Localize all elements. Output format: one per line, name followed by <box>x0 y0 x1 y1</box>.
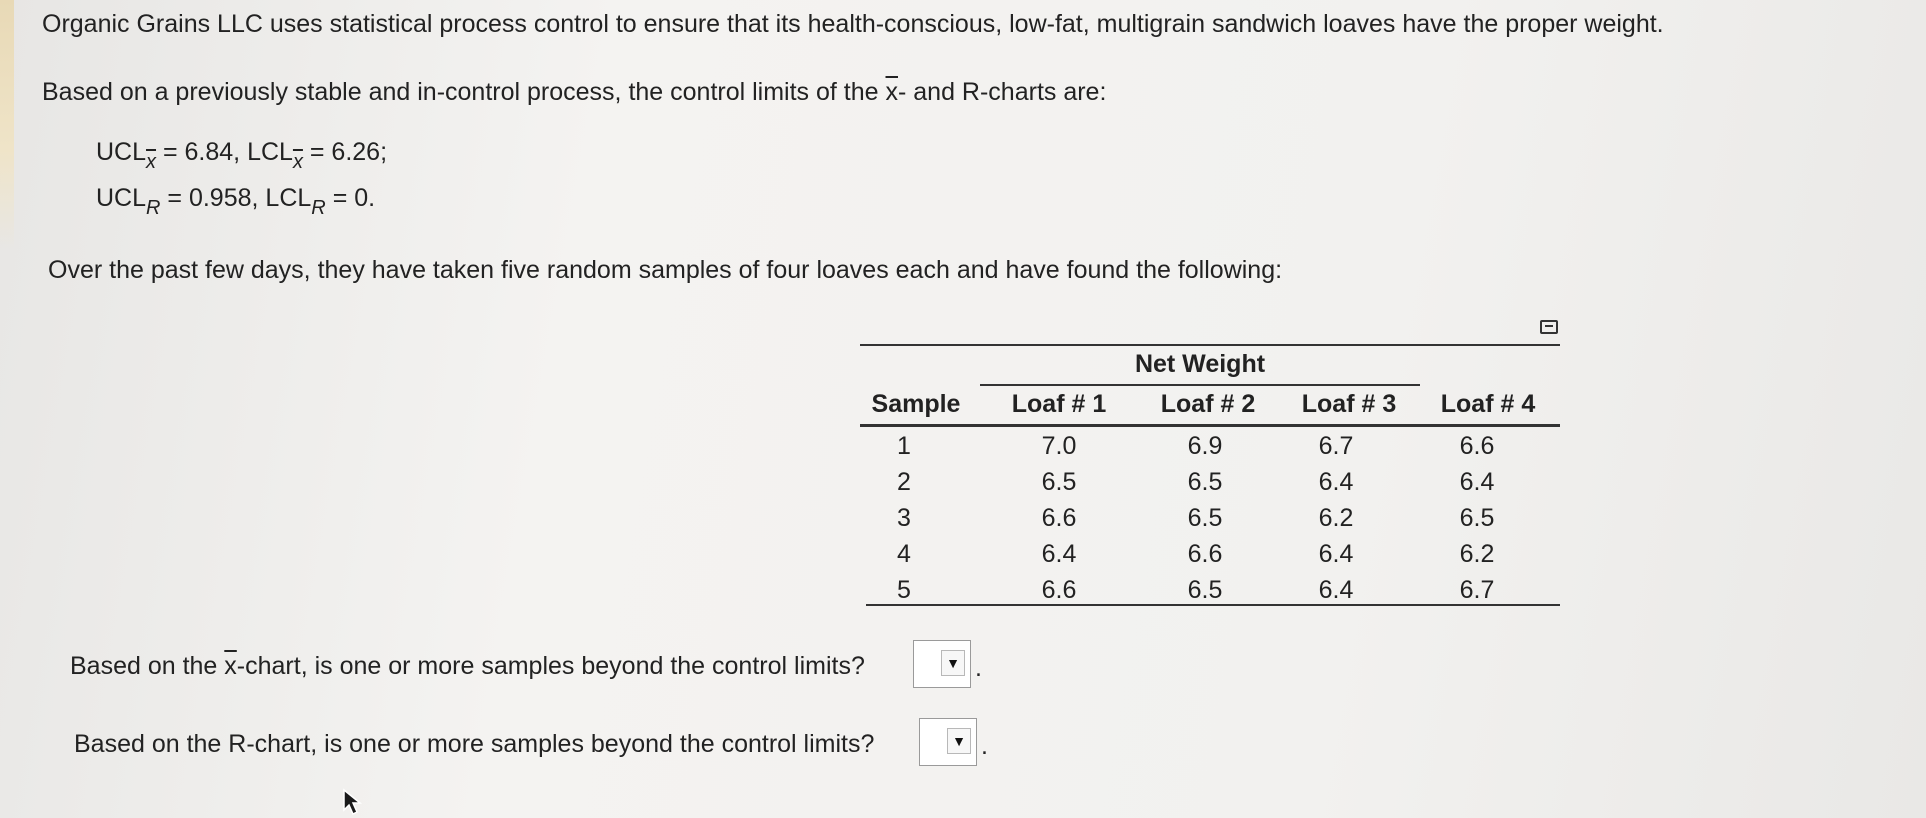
group-header-rule <box>980 384 1420 386</box>
lcl-r-value: = 0. <box>325 184 376 212</box>
q1-period: . <box>975 654 982 682</box>
table-cell: 6.2 <box>1459 540 1495 568</box>
table-cell: 2 <box>897 468 911 496</box>
table-cell: 6.5 <box>1187 576 1223 604</box>
xbar-limits <box>96 138 387 174</box>
table-bottom-rule <box>866 604 1560 606</box>
table-cell: 7.0 <box>1041 432 1077 460</box>
table-cell: 6.2 <box>1318 504 1354 532</box>
ucl-x-subscript: x <box>146 151 157 173</box>
question-r-chart: Based on the R-chart, is one or more samples beyond the control limits? <box>74 730 875 758</box>
header-loaf-3: Loaf # 3 <box>1301 390 1397 418</box>
header-loaf-4: Loaf # 4 <box>1440 390 1536 418</box>
header-loaf-1: Loaf # 1 <box>1011 390 1107 418</box>
chevron-down-icon[interactable]: ▼ <box>947 728 971 754</box>
table-cell: 4 <box>897 540 911 568</box>
lcl-x-value: = 6.26; <box>302 138 388 166</box>
table-cell: 6.6 <box>1459 432 1495 460</box>
table-cell: 6.4 <box>1318 576 1354 604</box>
ucl-r-value: = 0.958, <box>160 184 266 212</box>
table-cell: 3 <box>897 504 911 532</box>
left-accent-strip <box>0 0 14 250</box>
table-cell: 6.9 <box>1187 432 1223 460</box>
q1-pre: Based on the <box>70 652 225 680</box>
question-xbar-chart <box>70 652 865 681</box>
lcl-x-label: LCL <box>247 138 293 166</box>
intro-line-2-post: - and R-charts are: <box>898 78 1107 106</box>
table-cell: 6.5 <box>1187 468 1223 496</box>
table-top-rule <box>860 344 1560 346</box>
xbar-answer-dropdown[interactable] <box>913 640 971 688</box>
q1-xbar-symbol: $\overline{x}$ <box>224 652 237 680</box>
expand-table-icon[interactable] <box>1540 320 1558 334</box>
intro-line-1: Organic Grains LLC uses statistical process control to ensure that its health-conscious, low-fat, multigrain sandwich loaves have the proper weight. <box>42 10 1664 38</box>
table-cell: 6.5 <box>1459 504 1495 532</box>
mouse-pointer-icon <box>342 788 368 816</box>
chevron-down-icon[interactable]: ▼ <box>941 650 965 676</box>
table-cell: 6.4 <box>1318 468 1354 496</box>
net-weight-header: Net Weight <box>1134 350 1266 378</box>
lcl-r-subscript: R <box>311 197 326 219</box>
intro-line-2 <box>42 78 1106 107</box>
table-cell: 1 <box>897 432 911 460</box>
ucl-r-subscript: R <box>146 197 161 219</box>
table-cell: 6.6 <box>1041 576 1077 604</box>
ucl-r-label: UCL <box>96 184 147 212</box>
lcl-x-subscript: x <box>292 151 303 173</box>
table-cell: 6.6 <box>1187 540 1223 568</box>
table-cell: 6.4 <box>1318 540 1354 568</box>
table-cell: 5 <box>897 576 911 604</box>
q1-post: -chart, is one or more samples beyond the control limits? <box>236 652 865 680</box>
ucl-x-value: = 6.84, <box>156 138 248 166</box>
header-loaf-2: Loaf # 2 <box>1160 390 1256 418</box>
intro-line-2-pre: Based on a previously stable and in-control process, the control limits of the <box>42 78 886 106</box>
samples-description: Over the past few days, they have taken five random samples of four loaves each and have found the following: <box>48 256 1283 284</box>
xbar-symbol: $\overline{x}$ <box>885 78 898 106</box>
table-cell: 6.7 <box>1459 576 1495 604</box>
table-cell: 6.7 <box>1318 432 1354 460</box>
r-limits <box>96 184 375 220</box>
lcl-r-label: LCL <box>265 184 312 212</box>
table-cell: 6.4 <box>1041 540 1077 568</box>
header-sample: Sample <box>871 390 961 418</box>
r-answer-dropdown[interactable] <box>919 718 977 766</box>
header-rule <box>860 424 1560 427</box>
table-cell: 6.4 <box>1459 468 1495 496</box>
table-cell: 6.5 <box>1187 504 1223 532</box>
q2-period: . <box>981 732 988 760</box>
ucl-x-label: UCL <box>96 138 147 166</box>
table-cell: 6.5 <box>1041 468 1077 496</box>
table-cell: 6.6 <box>1041 504 1077 532</box>
